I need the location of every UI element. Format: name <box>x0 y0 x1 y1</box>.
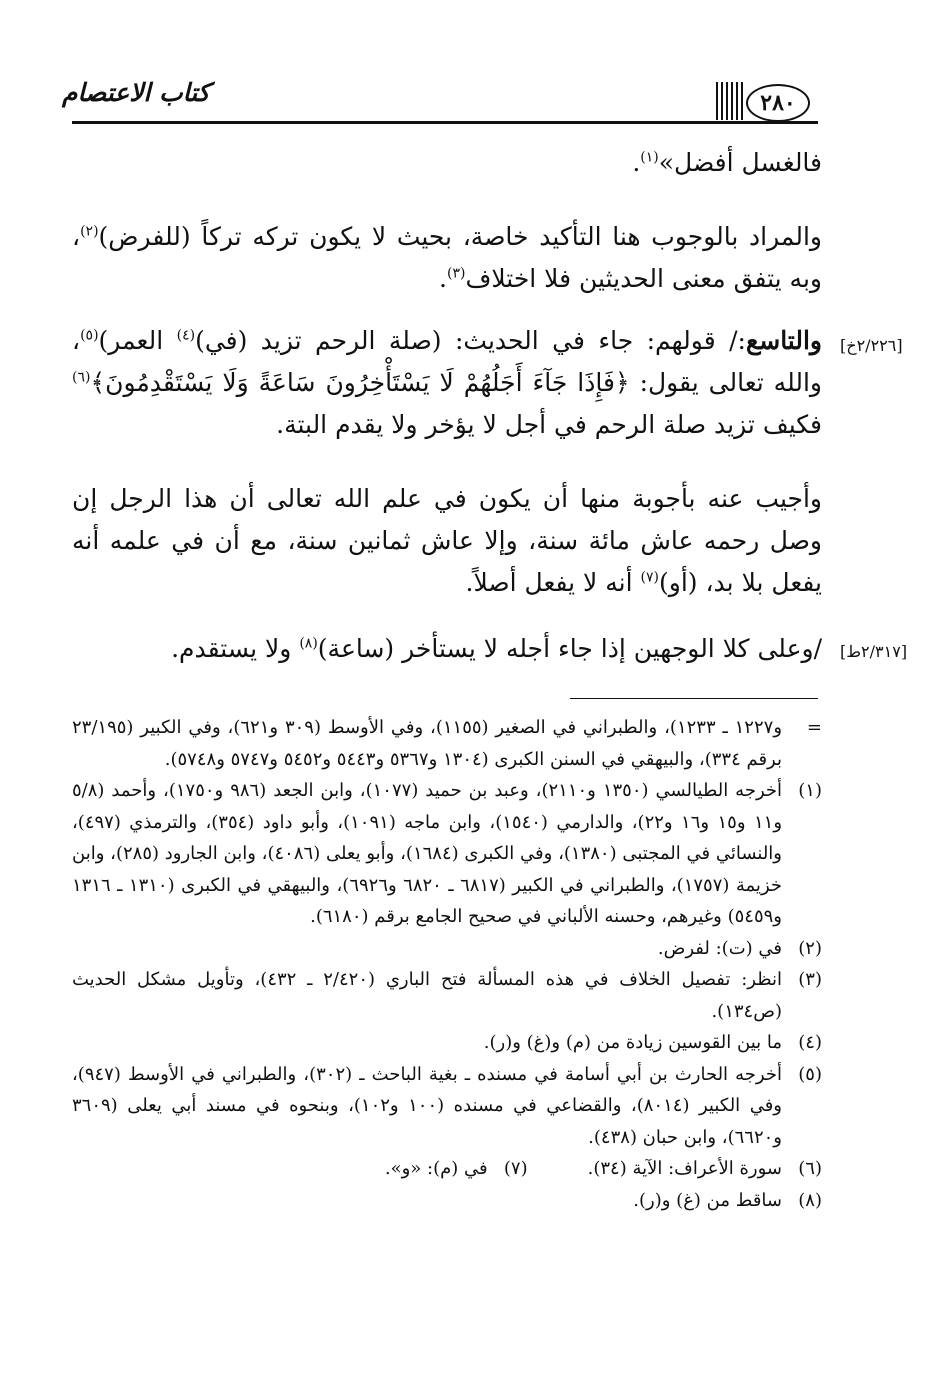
paragraph-text: وأجيب عنه بأجوبة منها أن يكون في علم الله تعالى أن هذا الرجل إن وصل رحمه عاش مائة سنة، وإلا عاش ثمانين سنة، مع أن في علمه أنه يفعل بلا بد، (أو) <box>72 484 822 597</box>
paragraph-text: ، وبه يتفق معنى الحديثين فلا اختلاف <box>72 222 822 293</box>
footnote-separator <box>570 698 818 699</box>
footnote-text: انظر: تفصيل الخلاف في هذه المسألة فتح الباري (٢/٤٢٠ ـ ٤٣٢)، وتأويل مشكل الحديث (ص١٣٤). <box>72 969 783 1022</box>
paragraph-text: /وعلى كلا الوجهين إذا جاء أجله لا يستأخر (ساعة) <box>317 634 822 663</box>
footnote-number: (٧) <box>503 1158 528 1179</box>
footnote-number: (٤) <box>798 1032 822 1053</box>
paragraph-5 <box>72 628 822 670</box>
paragraph-text: ولا يستقدم. <box>171 634 300 663</box>
footnote-text: أخرجه الحارث بن أبي أسامة في مسنده ـ بغية الباحث ـ (٣٠٢)، والطبراني في الأوسط (٩٤٧)، وفي الكبير (٨٠١٤)، والقضاعي في مسنده (١٠٠ و١٠٢)، وبنحوه في مسند أبي يعلى (٣٦٠٩ و٦٦٢٠)، وابن حبان (٤٣٨). <box>72 1063 782 1148</box>
footnote-pair <box>72 1153 822 1185</box>
paragraph-text: :/ قولهم: جاء في الحديث: (صلة الرحم تزيد (في) <box>195 326 746 355</box>
footnote <box>72 1185 822 1217</box>
footnote <box>72 712 822 775</box>
footnote-number: (٦) <box>798 1158 822 1179</box>
footnote-ref: (١) <box>640 149 659 166</box>
footnote-ref: (٨) <box>299 635 318 652</box>
paragraph-text: فكيف تزيد صلة الرحم في أجل لا يؤخر ولا يقدم البتة. <box>276 410 822 439</box>
footnote <box>72 964 822 1027</box>
header-rule <box>72 121 818 124</box>
paragraph-2 <box>72 216 822 300</box>
footnote-number: (٨) <box>798 1189 822 1211</box>
header-ornament <box>716 82 746 120</box>
paragraph-text: والمراد بالوجوب هنا التأكيد خاصة، بحيث لا يكون تركه تركاً (للفرض) <box>98 222 822 251</box>
margin-note: [٢/٣١٧ط] <box>840 642 908 661</box>
paragraph-text: فالغسل أفضل» <box>658 148 822 177</box>
paragraph-3 <box>72 320 822 446</box>
paragraph-4 <box>72 478 822 604</box>
paragraph-text: العمر) <box>98 326 177 355</box>
paragraph-text: أنه لا يفعل أصلاً. <box>465 568 641 597</box>
paragraph-text: . <box>439 264 447 293</box>
footnote <box>72 775 822 933</box>
footnote <box>72 1059 822 1154</box>
footnote-number: = <box>806 717 822 738</box>
footnote-text: في (م): «و». <box>384 1158 488 1179</box>
footnote-number: (٥) <box>798 1063 822 1085</box>
footnotes <box>72 712 822 1216</box>
footnote-ref: (٢) <box>80 223 99 240</box>
footnote-text: أخرجه الطيالسي (١٣٥٠ و٢١١٠)، وعبد بن حميد (١٠٧٧)، وابن الجعد (٩٨٦ و١٧٥٠)، وأحمد (٥/٨ و١١ و١٥ و١٦ و٢٢)، والدارمي (١٥٤٠)، وابن ماجه (١٠٩١)، وأبو داود (٣٥٤)، والترمذي (٤٩٧)، والنسائي في المجتبى (١٣٨٠)، وفي الكبرى (١٦٨٤)، وأبو يعلى (٤٠٨٦)، وابن الجارود (٢٨٥)، وابن خزيمة (١٧٥٧)، والطبراني في الكبير (٦٨١٧ ـ ٦٨٢٠ و٦٩٢٦)، والبيهقي في الكبرى (١٣١٠ ـ ١٣١٦ و٥٤٥٩) وغيرهم، وحسنه الألباني في صحيح الجامع برقم (٦١٨٠). <box>72 780 783 927</box>
footnote-text: ما بين القوسين زيادة من (م) و(غ) و(ر). <box>483 1032 782 1053</box>
footnote-number: (٢) <box>798 937 822 959</box>
footnote-ref: (٦) <box>72 369 91 386</box>
footnote <box>385 1153 528 1185</box>
footnote <box>72 1027 822 1059</box>
page-number: ٢٨٠ <box>746 84 810 122</box>
margin-note: [٢/٢٢٦خ] <box>840 336 903 355</box>
footnote <box>588 1153 822 1185</box>
footnote-text: سورة الأعراف: الآية (٣٤). <box>587 1158 782 1179</box>
book-title: كتاب الاعتصام <box>62 78 210 107</box>
footnote <box>72 933 822 965</box>
footnote-number: (٣) <box>798 969 822 990</box>
footnote-ref: (٤) <box>176 327 196 344</box>
footnote-number: (١) <box>798 780 822 801</box>
footnote-ref: (٧) <box>640 569 659 586</box>
footnote-text: ساقط من (غ) و(ر). <box>633 1189 782 1211</box>
paragraph-1 <box>72 142 822 184</box>
quran-verse: ، والله تعالى يقول: ﴿فَإِذَا جَآءَ أَجَلُهُمْ لَا يَسْتَأْخِرُونَ سَاعَةً وَلَا يَسْتَقْدِمُونَ﴾ <box>72 326 822 397</box>
paragraph-lead: والتاسع <box>745 326 822 355</box>
footnote-ref: (٣) <box>446 265 466 282</box>
footnote-ref: (٥) <box>80 327 99 344</box>
paragraph-text: . <box>632 148 641 177</box>
footnote-text: و١٢٢٧ ـ ١٢٣٣)، والطبراني في الصغير (١١٥٥)، وفي الأوسط (٣٠٩ و٦٢١)، وفي الكبير (٢٣/١٩٥ برقم ٣٣٤)، والبيهقي في السنن الكبرى (١٣٠٤ و٥٣٦٧ و٥٤٤٣ و٥٤٥٢ و٥٧٤٧ و٥٧٤٨). <box>72 717 783 770</box>
footnote-text: في (ت): لفرض. <box>657 937 782 959</box>
